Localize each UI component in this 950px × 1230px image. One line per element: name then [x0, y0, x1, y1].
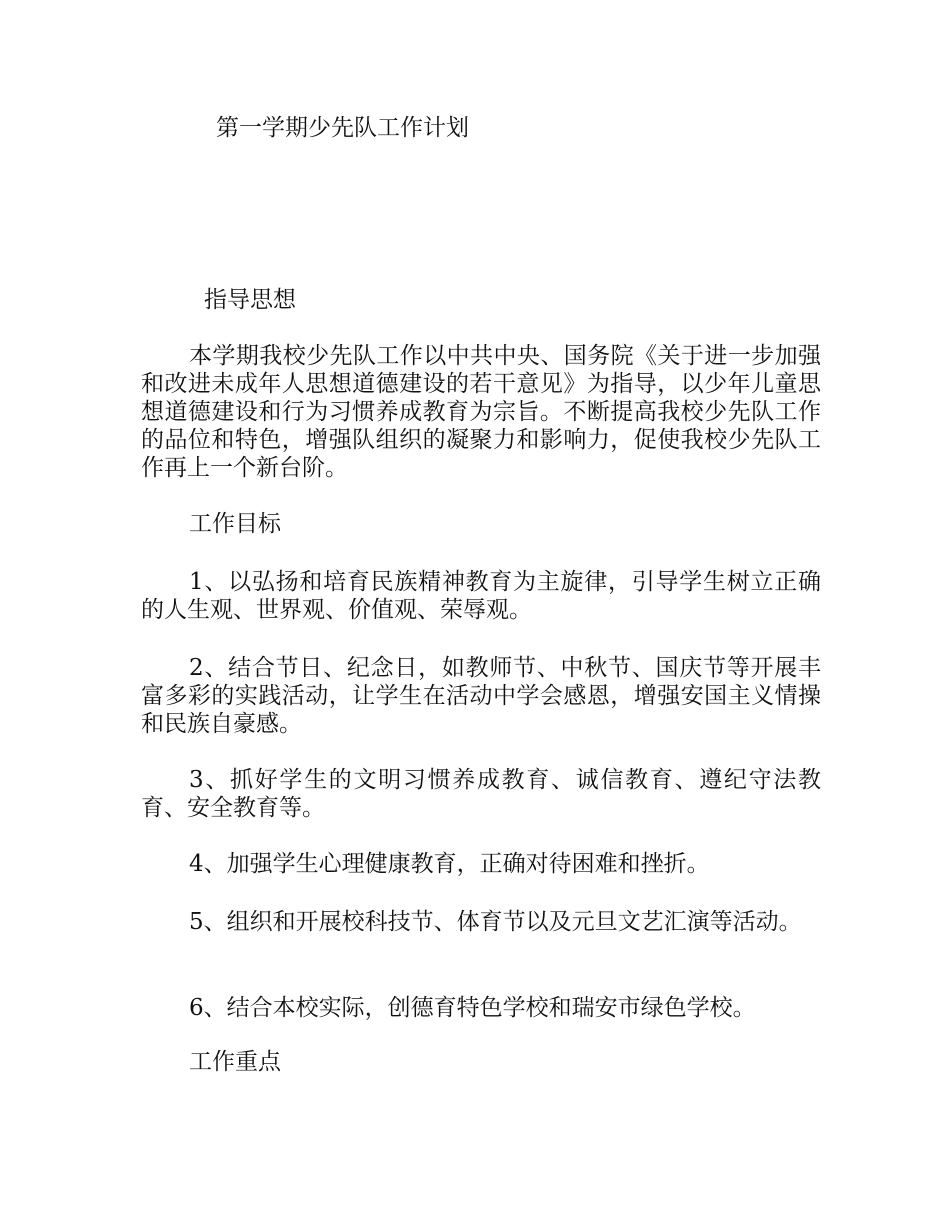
goal-item-4: 4、加强学生心理健康教育，正确对待困难和挫折。 [189, 851, 710, 877]
goal-item-6: 6、结合本校实际，创德育特色学校和瑞安市绿色学校。 [189, 995, 756, 1021]
paragraph-guiding: 本学期我校少先队工作以中共中央、国务院《关于进一步加强和改进未成年人思想道德建设的若干意见》为指导，以少年儿童思想道德建设和行为习惯养成教育为宗旨。不断提高我校少先队工作的品位和特色，增强队组织的凝聚力和影响力，促使我校少先队工作再上一个新台阶。 [141, 343, 821, 481]
goal-item-5: 5、组织和开展校科技节、体育节以及元旦文艺汇演等活动。 [189, 909, 802, 935]
document-title: 第一学期少先队工作计划 [216, 115, 469, 141]
goal-item-2: 2、结合节日、纪念日，如教师节、中秋节、国庆节等开展丰富多彩的实践活动，让学生在活动中学会感恩，增强安国主义情操和民族自豪感。 [141, 655, 821, 737]
goal-item-1: 1、以弘扬和培育民族精神教育为主旋律，引导学生树立正确的人生观、世界观、价值观、荣辱观。 [141, 569, 821, 623]
goal-item-3: 3、抓好学生的文明习惯养成教育、诚信教育、遵纪守法教育、安全教育等。 [141, 767, 821, 821]
section-heading-guiding: 指导思想 [204, 287, 296, 313]
section-heading-goals: 工作目标 [189, 511, 281, 537]
section-heading-focus: 工作重点 [189, 1049, 281, 1075]
